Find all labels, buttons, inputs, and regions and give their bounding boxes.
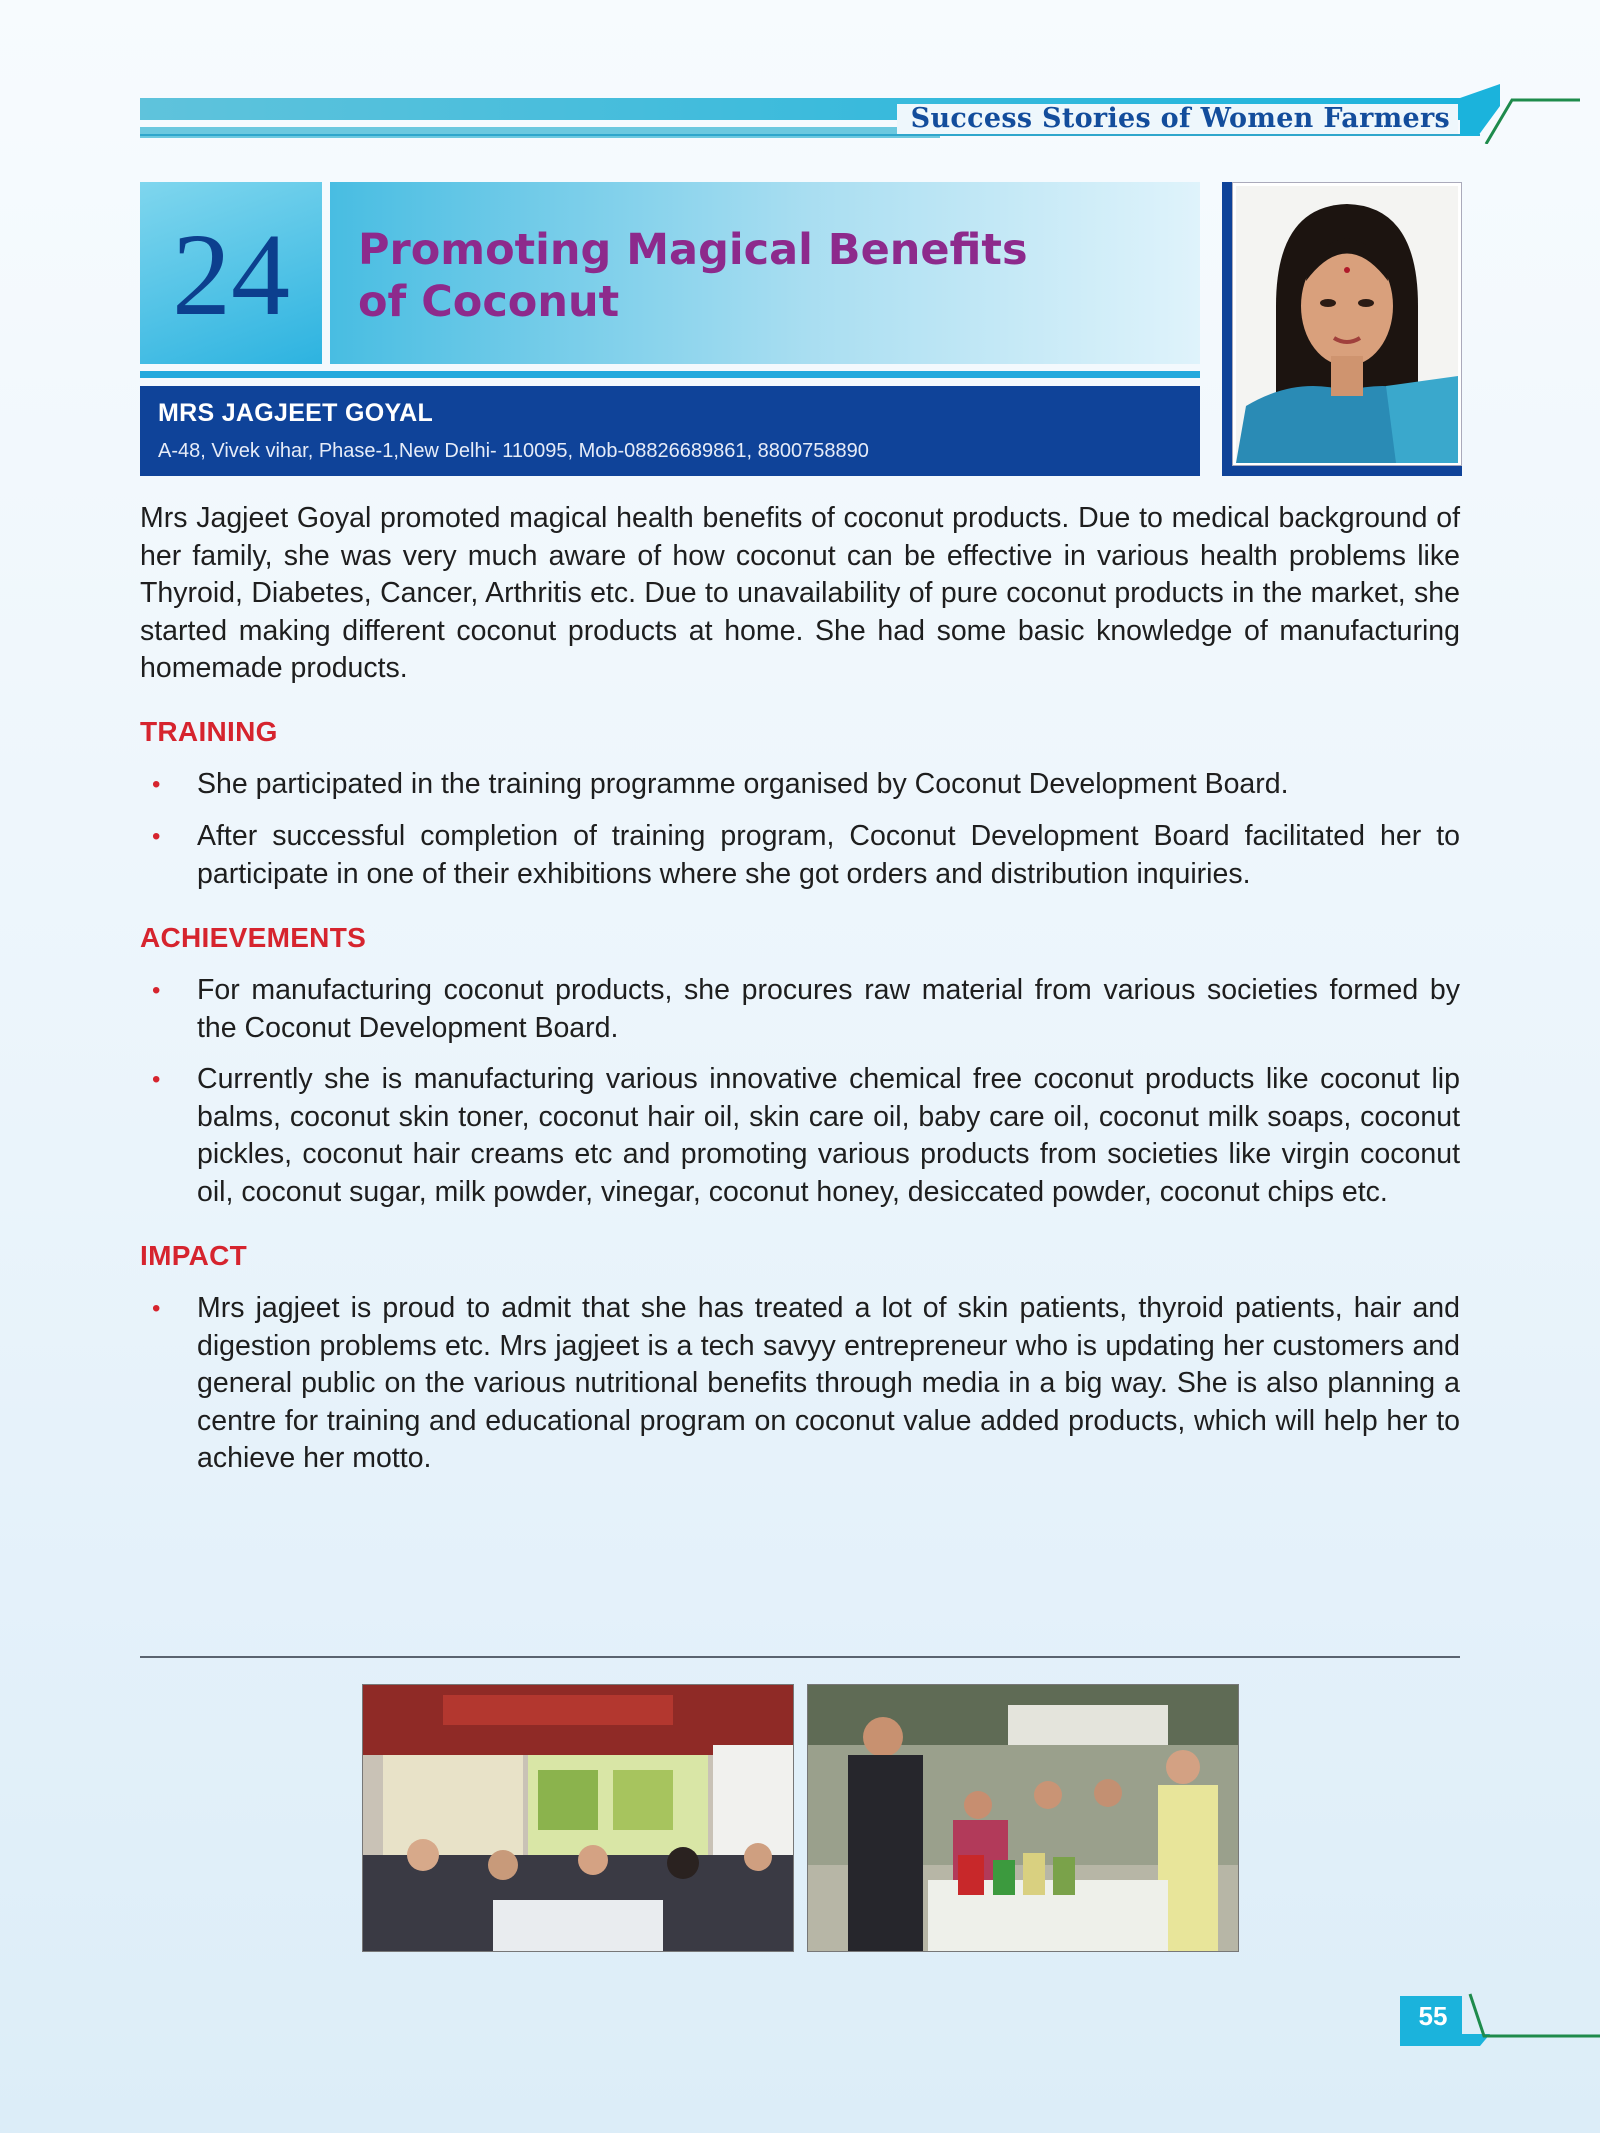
list-item: [140, 766, 1460, 804]
story-title-box: [330, 182, 1200, 364]
bullet-marker: •: [152, 823, 161, 850]
running-title: Success Stories of Women Farmers: [897, 104, 1458, 134]
list-item: [140, 1061, 1460, 1211]
section-heading-training: TRAINING: [140, 716, 278, 747]
bullet-marker: •: [152, 1066, 161, 1093]
bullet-marker: •: [152, 1295, 161, 1322]
story-title-line1: Promoting Magical Benefits: [358, 225, 1028, 275]
farmer-info-bar: [140, 386, 1200, 476]
list-item: [140, 818, 1460, 893]
bullet-text: After successful completion of training program, Coconut Development Board facilitated her to participate in one of their exhibitions where she got orders and distribution inquiries.: [197, 820, 1460, 890]
bullet-text: She participated in the training programme organised by Coconut Development Board.: [197, 768, 1289, 800]
bottom-divider: [140, 1656, 1460, 1658]
bullet-text: For manufacturing coconut products, she procures raw material from various societies formed by the Coconut Development Board.: [197, 974, 1460, 1044]
section-heading-impact: IMPACT: [140, 1240, 248, 1271]
bullet-text: Mrs jagjeet is proud to admit that she has treated a lot of skin patients, thyroid patients, hair and digestion problems etc. Mrs jagjeet is a tech savyy entrepreneur who is updating her customers and general public on the various nutritional benefits through media in a big way. She is also planning a centre for training and educational program on coconut value added products, which will help her to achieve her motto.: [197, 1292, 1460, 1474]
bullet-marker: •: [152, 977, 161, 1004]
farmer-address: A-48, Vivek vihar, Phase-1,New Delhi- 110095, Mob-08826689861, 8800758890: [158, 440, 869, 462]
farmer-portrait: [1236, 186, 1458, 463]
exhibition-stall-photo: [362, 1684, 794, 1952]
title-divider: [140, 371, 1200, 378]
header-stripe-lower: [140, 127, 940, 138]
bullet-text: Currently she is manufacturing various innovative chemical free coconut products like coconut lip balms, coconut skin toner, coconut hair oil, skin care oil, baby care oil, coconut milk soaps, coconut pickles, coconut hair creams etc and promoting various products from societies like virgin coconut oil, coconut sugar, milk powder, vinegar, coconut honey, desiccated powder, coconut chips etc.: [197, 1063, 1460, 1208]
intro-paragraph: Mrs Jagjeet Goyal promoted magical health benefits of coconut products. Due to medical background of her family, she was very much aware of how coconut can be effective in various health problems like Thyroid, Diabetes, Cancer, Arthritis etc. Due to unavailability of pure coconut products in the market, she started making different coconut products at home. She had some basic knowledge of manufacturing homemade products.: [140, 502, 1460, 684]
section-heading-achievements: ACHIEVEMENTS: [140, 922, 367, 953]
story-number: 24: [172, 209, 290, 340]
farmer-name: MRS JAGJEET GOYAL: [158, 399, 434, 427]
story-number-box: [140, 182, 322, 364]
product-display-photo: [807, 1684, 1239, 1952]
list-item: [140, 972, 1460, 1047]
header-corner-ornament: [1460, 84, 1580, 144]
page-number: 55: [1418, 2001, 1448, 2031]
story-title: [358, 224, 1178, 328]
header-rule: [140, 134, 1480, 136]
story-title-line2: of Coconut: [358, 277, 620, 327]
bullet-marker: •: [152, 771, 161, 798]
list-item: [140, 1290, 1460, 1478]
